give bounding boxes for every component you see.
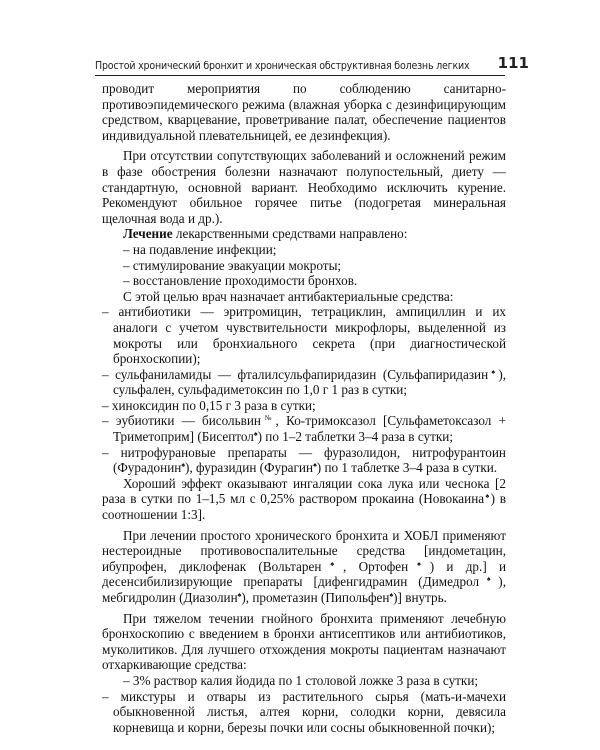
registered-mark: ♠ xyxy=(389,591,394,599)
registered-mark: ♠ xyxy=(479,575,499,584)
running-header xyxy=(95,48,529,72)
list-item-quinoxidine: – хиноксидин по 0,15 г 3 раза в сутки; xyxy=(102,397,316,413)
list-item-goal: – на подавление инфекции; xyxy=(123,241,277,257)
registered-mark: ♠ xyxy=(408,559,430,568)
list-item-text: ), фуразидин (Фурагин xyxy=(185,460,314,476)
paragraph-inhalation xyxy=(102,476,506,523)
list-item-text: – сульфаниламиды — фталилсульфапиридазин (Сульфапиридазин xyxy=(102,366,489,382)
list-item-text: – эубиотики — бисольвин xyxy=(102,413,261,429)
registered-mark: ♠ xyxy=(484,492,491,501)
paragraph-antibacterial-intro: С этой целью врач назначает антибактериальные средства: xyxy=(123,288,454,304)
registered-mark: ♠ xyxy=(321,559,344,568)
list-item-text: , Ко-тримоксазол [Сульфаметоксазол + Триметоприм] (Бисептол xyxy=(113,413,507,445)
paragraph-text: Хороший эффект оказывают ингаляции сока лука или чеснока [2 раза в сутки по 1–1,5 мл с 0,25% раствором прокаина (Новокаина xyxy=(102,475,506,507)
registered-mark: ♠ xyxy=(181,461,186,470)
list-item-nitrofurans xyxy=(102,445,506,476)
list-item-goal: – стимулирование эвакуации мокроты; xyxy=(123,257,342,273)
running-title: Простой хронический бронхит и хроническая обструктивная болезнь легких xyxy=(95,61,470,72)
list-item-text: ) по 1–2 таблетки 3–4 раза в сутки; xyxy=(257,429,453,445)
registered-mark: ♠ xyxy=(253,430,258,439)
registered-mark: ♠ xyxy=(488,367,499,376)
paragraph-text: ), прометазин (Пипольфен xyxy=(241,590,390,605)
paragraph-text: , Ортофен xyxy=(343,558,409,574)
registered-mark: ♠ xyxy=(237,591,242,599)
paragraph-treatment-intro xyxy=(102,226,506,242)
paragraph-text: ) и др.] и десенсибилизирующие препараты [дифенгидрамин (Димедрол xyxy=(102,558,507,590)
paragraph-sanitary: проводит мероприятия по соблюдению санитарно-противоэпидемического режима (влажная уборка с дезинфицирующим средством, кварцевание, проветривание палат, обеспечение пациентов индивидуальной плевательницей, ее дезинфекция). xyxy=(102,81,506,143)
treatment-intro-text: лекарственными средствами направлено: xyxy=(172,226,408,242)
list-item-potassium-iodide: – 3% раствор калия йодида по 1 столовой ложке 3 раза в сутки; xyxy=(123,672,479,688)
list-item-text: – нитрофурановые препараты — фуразолидон, нитрофурантоин (Фурадонин xyxy=(102,444,506,476)
paragraph-text: ), мебгидролин (Диазолин xyxy=(102,574,506,605)
list-item-text: ) по 1 таблетке 3–4 раза в сутки. xyxy=(316,460,498,476)
paragraph-bronchoscopy: При тяжелом течении гнойного бронхита применяют лечебную бронхоскопию с введением в бронхи антисептиков или антибиотиков, муколитиков. Для лучшего отхождения мокроты пациентам назначают отхаркивающие средства: xyxy=(102,610,506,673)
list-item-text: ), сульфален, сульфадиметоксин по 1,0 г 1 раз в сутки; xyxy=(113,366,507,398)
list-item-antibiotics: – антибиотики — эритромицин, тетрациклин, ампициллин и их аналоги с учетом чувствительности микрофлоры, выделенной из мокроты или бронхиального секрета (при диагностической бронхоскопии); xyxy=(102,304,506,367)
paragraph-text: )] внутрь. xyxy=(393,590,447,605)
treatment-heading: Лечение xyxy=(123,226,173,242)
list-item-herbal-mixtures: – микстуры и отвары из растительного сырья (мать-и-мачехи обыкновенной листья, алтея корни, солодки корни, девясила корневища и корни, березы почки или сосны обыкновенной почки); xyxy=(102,688,506,735)
paragraph-text: ) в соотношении 1:3]. xyxy=(102,491,506,523)
paragraph-nsaid xyxy=(102,528,506,606)
paragraph-text: При лечении простого хронического бронхита и ХОБЛ применяют нестероидные противовоспалительные средства [индометацин, ибупрофен, диклофенак (Вольтарен xyxy=(102,527,506,574)
page-number: 111 xyxy=(497,54,529,72)
header-rule xyxy=(95,75,505,76)
trademark-mark: № xyxy=(261,414,276,423)
list-item-eubiotics xyxy=(102,413,506,444)
registered-mark: ♠ xyxy=(313,461,317,470)
page-body xyxy=(102,81,506,735)
list-item-goal: – восстановление проходимости бронхов. xyxy=(123,273,358,289)
list-item-sulfonamides xyxy=(102,367,506,398)
paragraph-regimen: При отсутствии сопутствующих заболеваний и осложнений режим в фазе обострения болезни назначают полупостельный, диету — стандартную, основной вариант. Необходимо исключить курение. Рекомендуют обильное горячее питье (подогретая минеральная щелочная вода и др.). xyxy=(102,148,506,226)
